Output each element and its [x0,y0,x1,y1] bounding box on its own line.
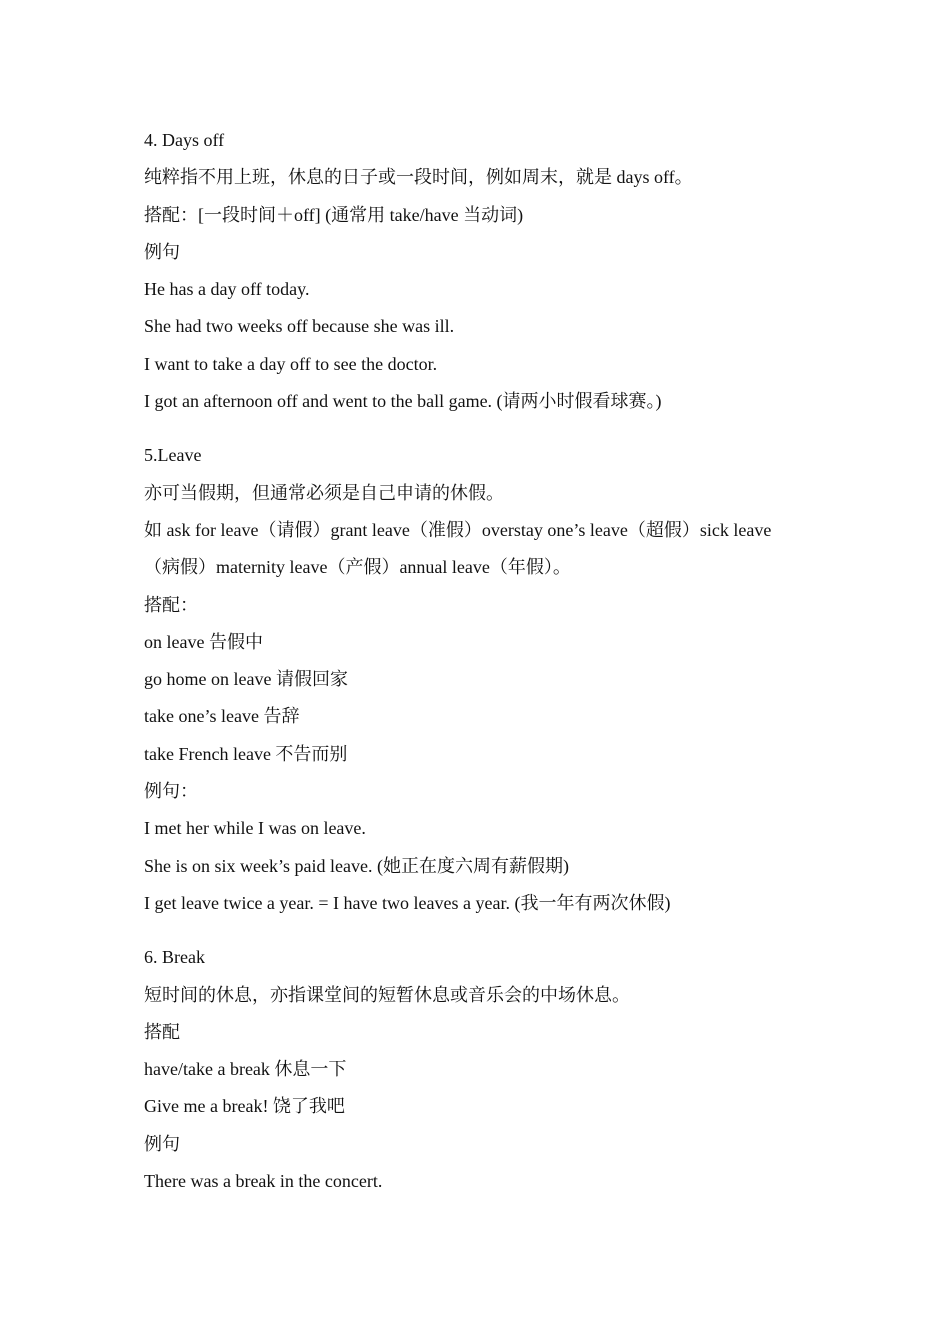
usage-line: （病假）maternity leave（产假）annual leave（年假）。 [144,557,571,578]
section-description: 亦可当假期，但通常必须是自己申请的休假。 [144,482,504,503]
example-sentence: I got an afternoon off and went to the ball game. (请两小时假看球赛。) [144,391,662,412]
section-gap [144,420,824,437]
example-sentence: She had two weeks off because she was ill. [144,316,455,337]
examples-label: 例句 [144,241,180,262]
collocation-item: take one’s leave 告辞 [144,706,300,727]
collocation-item: have/take a break 休息一下 [144,1059,347,1080]
example-sentence: I get leave twice a year. = I have two leaves a year. (我一年有两次休假) [144,892,671,913]
example-sentence: I met her while I was on leave. [144,818,366,839]
section-gap [144,922,824,939]
example-sentence: He has a day off today. [144,279,310,300]
collocation-label: 搭配 [144,1021,180,1042]
examples-label: 例句 [144,1133,180,1154]
collocation-label: 搭配： [144,594,198,615]
collocation-item: take French leave 不告而别 [144,743,348,764]
examples-label: 例句： [144,781,198,802]
section-heading: 6. Break [144,947,205,968]
section-heading: 5.Leave [144,445,202,466]
usage-line: 如 ask for leave（请假）grant leave（准假）overstay one’s leave（超假）sick leave [144,519,772,540]
example-sentence: I want to take a day off to see the doctor. [144,353,438,374]
collocation-line: 搭配：[一段时间＋off] (通常用 take/have 当动词) [144,204,524,225]
example-sentence: She is on six week’s paid leave. (她正在度六周有薪假期) [144,855,569,876]
section-break [144,939,824,1200]
document-body [144,122,824,1200]
section-leave [144,437,824,922]
collocation-item: go home on leave 请假回家 [144,669,348,690]
example-sentence: There was a break in the concert. [144,1171,383,1192]
collocation-item: Give me a break! 饶了我吧 [144,1096,345,1117]
section-description: 纯粹指不用上班，休息的日子或一段时间，例如周末，就是 days off。 [144,167,693,188]
section-days-off [144,122,824,420]
section-description: 短时间的休息，亦指课堂间的短暂休息或音乐会的中场休息。 [144,984,630,1005]
collocation-item: on leave 告假中 [144,631,263,652]
section-heading: 4. Days off [144,130,225,150]
